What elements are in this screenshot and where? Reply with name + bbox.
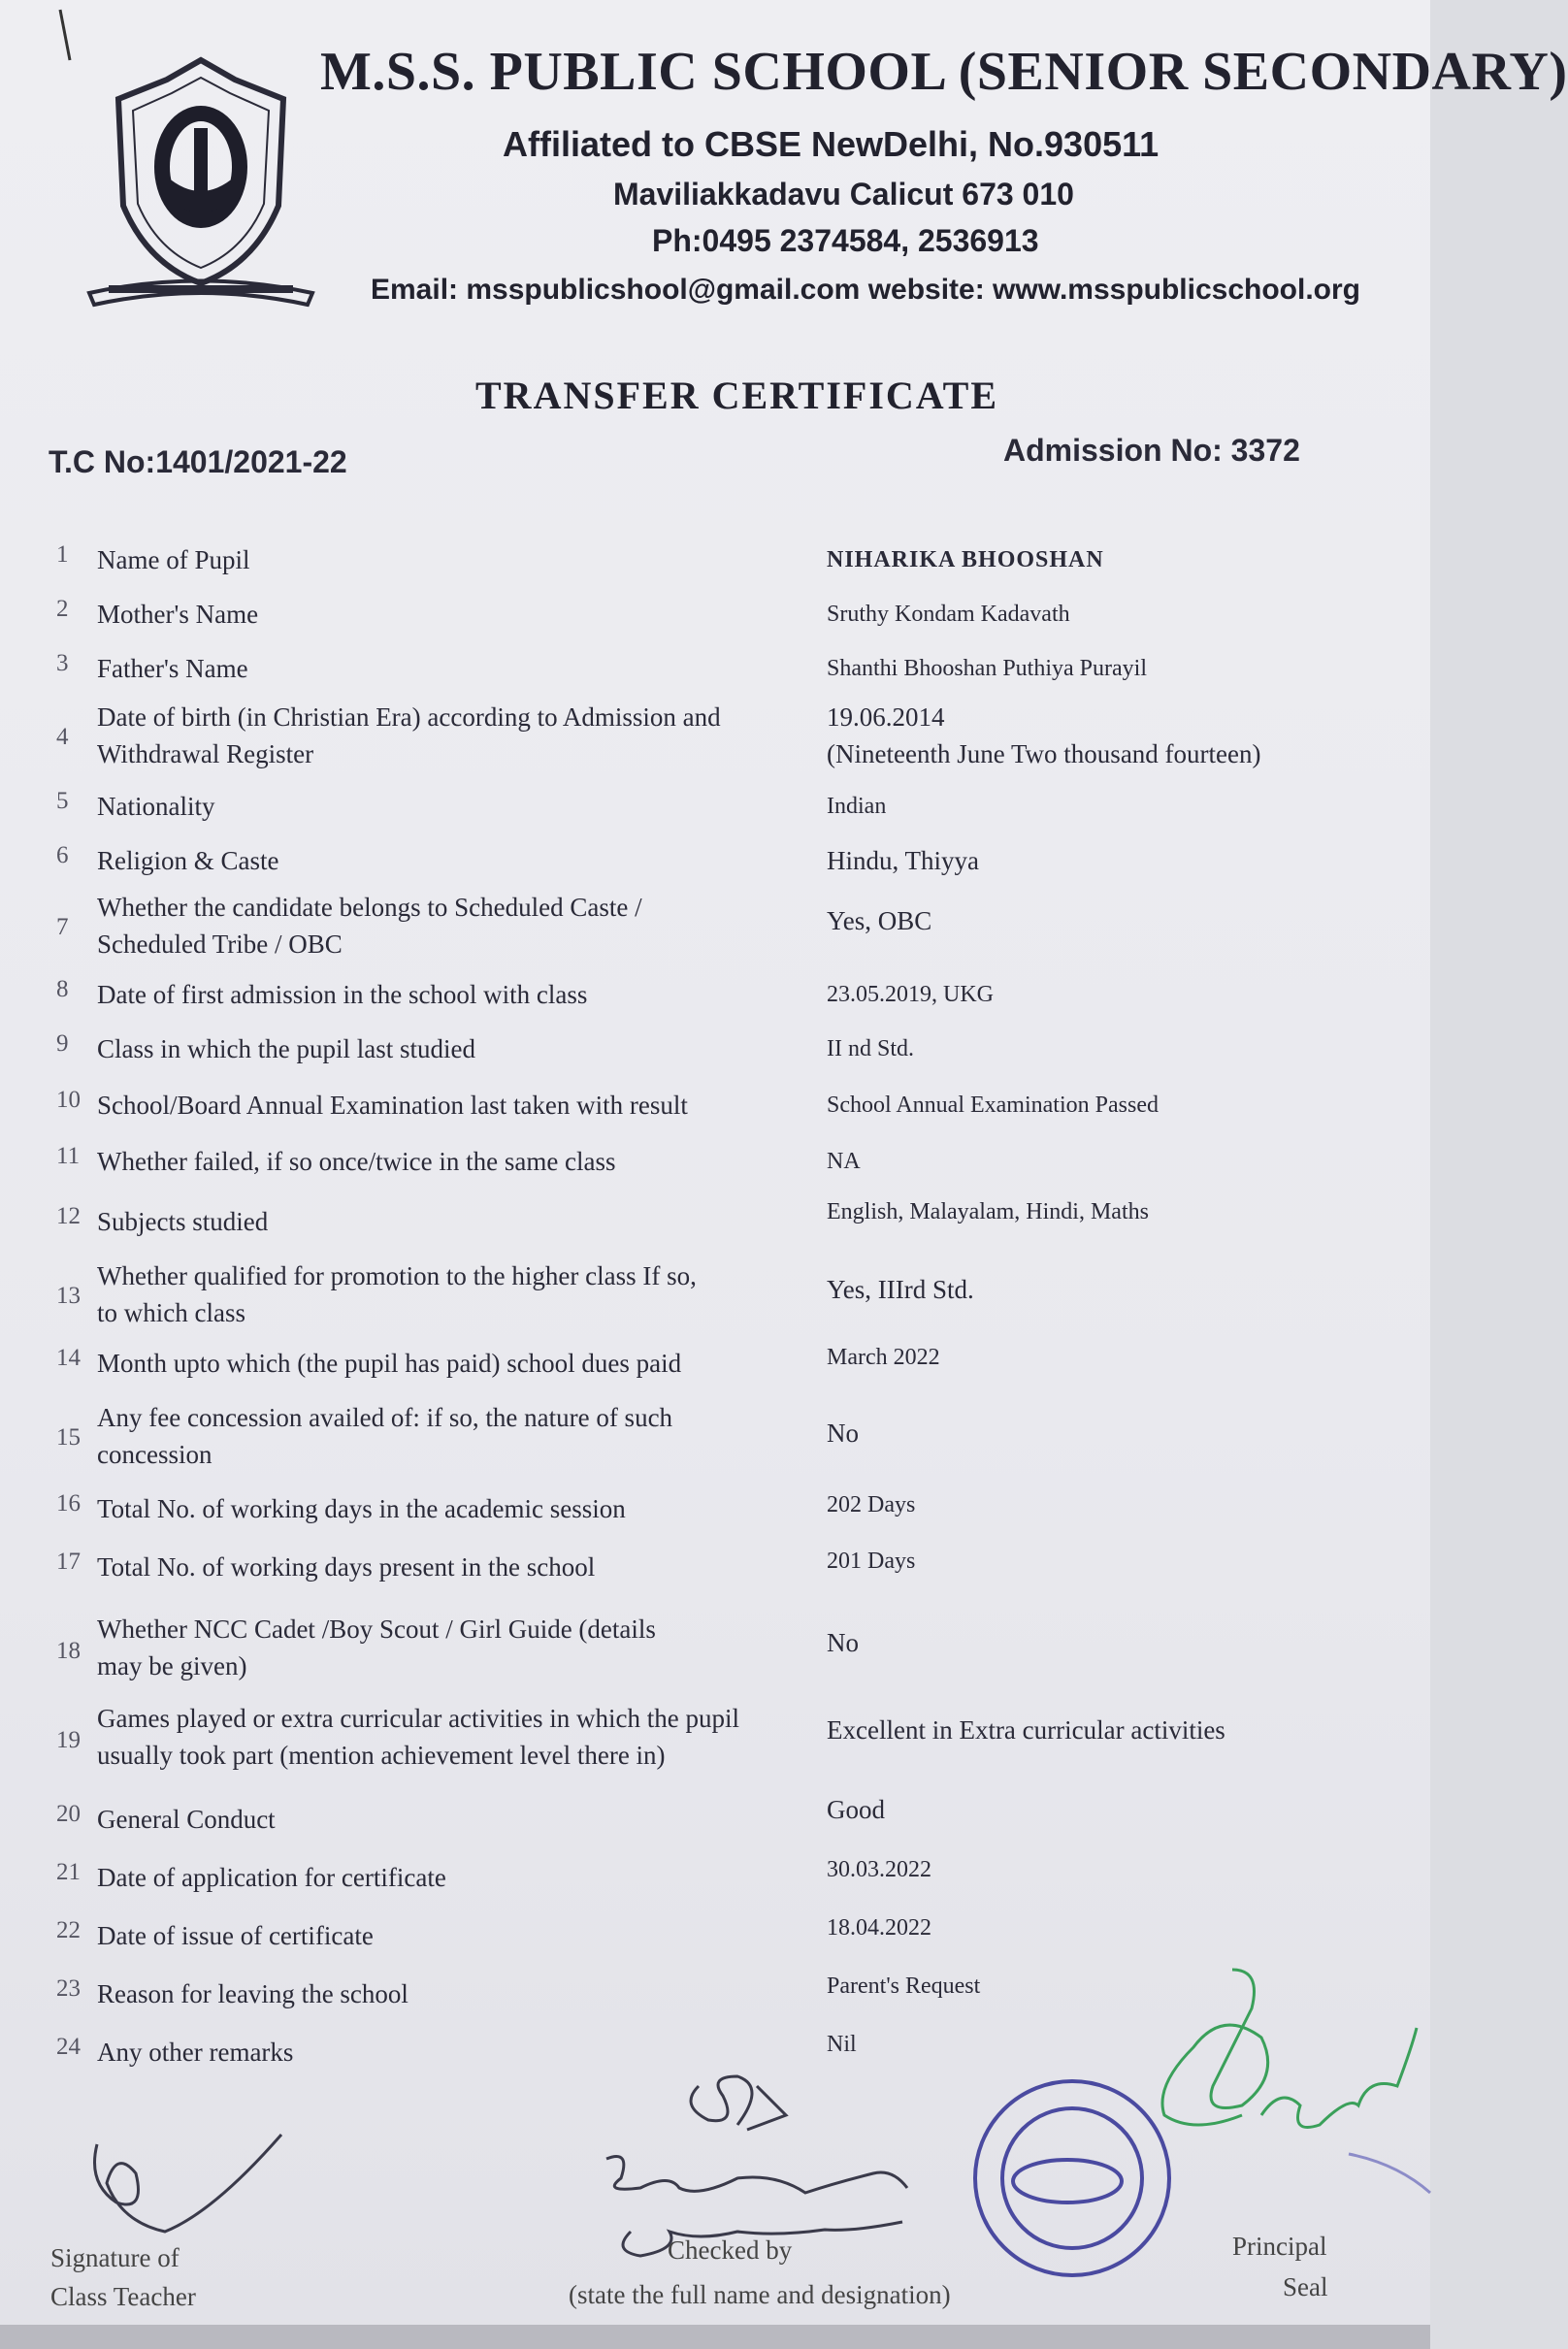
row-value: Yes, IIIrd Std. [827, 1275, 974, 1304]
row-label: Name of Pupil [97, 545, 250, 574]
row-number: 22 [56, 1917, 81, 1943]
row-number: 12 [56, 1203, 81, 1229]
row-value: March 2022 [827, 1345, 940, 1370]
affiliation-line: Affiliated to CBSE NewDelhi, No.930511 [503, 124, 1160, 164]
principal-signature [1162, 1970, 1417, 2128]
row-label: Date of birth (in Christian Era) according to Admission and Withdrawal Register [97, 702, 721, 768]
row-value: Hindu, Thiyya [827, 846, 979, 875]
row-value: No [827, 1419, 859, 1448]
school-name: M.S.S. PUBLIC SCHOOL (SENIOR SECONDARY) [320, 42, 1568, 102]
row-label: Whether qualified for promotion to the higher class If so, to which class [97, 1261, 697, 1327]
row-number: 8 [56, 976, 69, 1002]
address-line: Maviliakkadavu Calicut 673 010 [613, 177, 1074, 212]
row-label: Whether the candidate belongs to Scheduled Caste / Scheduled Tribe / OBC [97, 893, 642, 959]
row-value: School Annual Examination Passed [827, 1093, 1159, 1118]
row-value: 23.05.2019, UKG [827, 982, 994, 1007]
row-number: 4 [56, 724, 69, 750]
row-value: Indian [827, 794, 887, 819]
row-label: Total No. of working days in the academic session [97, 1494, 626, 1523]
row-label: Whether NCC Cadet /Boy Scout / Girl Guide (details may be given) [97, 1615, 656, 1680]
row-label: Games played or extra curricular activities in which the pupil usually took part (mention achievement level there in) [97, 1704, 740, 1770]
row-value: NA [827, 1149, 861, 1174]
row-number: 24 [56, 2034, 81, 2060]
row-number: 5 [56, 788, 69, 814]
office-superintendent-signature [606, 2076, 907, 2256]
dob-figures: 19.06.2014 [827, 702, 945, 732]
class-teacher-signature [95, 2135, 282, 2232]
row-label: Father's Name [97, 654, 248, 683]
row-number: 2 [56, 596, 69, 622]
row-value: Sruthy Kondam Kadavath [827, 602, 1070, 627]
tc-number: T.C No:1401/2021-22 [49, 444, 347, 479]
row-label: Religion & Caste [97, 846, 279, 875]
row-number: 17 [56, 1549, 81, 1575]
row-value: Good [827, 1795, 885, 1824]
row-number: 15 [56, 1424, 81, 1451]
checked-by-note: (state the full name and designation) [569, 2280, 951, 2309]
seal-label: Seal [1283, 2272, 1328, 2301]
row-number: 6 [56, 842, 69, 868]
phone-line: Ph:0495 2374584, 2536913 [652, 223, 1039, 258]
row-label: School/Board Annual Examination last taken with result [97, 1091, 688, 1120]
bottom-shadow-strip [0, 2325, 1430, 2349]
document-title: TRANSFER CERTIFICATE [475, 374, 999, 417]
row-number: 9 [56, 1030, 69, 1057]
row-number: 20 [56, 1801, 81, 1827]
row-number: 13 [56, 1283, 81, 1309]
row-number: 14 [56, 1345, 81, 1371]
row-value: NIHARIKA BHOOSHAN [827, 547, 1104, 572]
admission-number: Admission No: 3372 [1003, 433, 1300, 468]
row-value: Nil [827, 2032, 857, 2057]
row-number: 1 [56, 541, 69, 568]
row-value: 202 Days [827, 1492, 916, 1517]
row-value: English, Malayalam, Hindi, Maths [827, 1199, 1149, 1224]
class-teacher-label-line1: Signature of [50, 2243, 180, 2272]
row-label: Class in which the pupil last studied [97, 1034, 475, 1063]
row-value: Yes, OBC [827, 906, 932, 935]
pen-mark [60, 10, 70, 60]
row-label: Whether failed, if so once/twice in the same class [97, 1147, 616, 1176]
class-teacher-label-line2: Class Teacher [50, 2282, 196, 2311]
row-label: Nationality [97, 792, 215, 821]
row-label: Total No. of working days present in the school [97, 1552, 596, 1582]
row-label: Mother's Name [97, 600, 259, 629]
row-value: 201 Days [827, 1549, 916, 1574]
row-number: 7 [56, 914, 69, 940]
row-label: Subjects studied [97, 1207, 269, 1236]
row-number: 11 [56, 1143, 81, 1169]
row-value: 18.04.2022 [827, 1915, 931, 1941]
row-label: Any other remarks [97, 2038, 294, 2067]
principal-label: Principal [1232, 2232, 1327, 2261]
row-label: Date of first admission in the school with class [97, 980, 588, 1009]
row-value: Excellent in Extra curricular activities [827, 1715, 1225, 1745]
row-label: Date of application for certificate [97, 1863, 446, 1892]
row-number: 3 [56, 650, 69, 676]
second-seal-partial [1349, 2154, 1430, 2193]
row-value: No [827, 1628, 859, 1657]
row-number: 18 [56, 1638, 81, 1664]
checked-by-label: Checked by [668, 2235, 793, 2265]
row-label: General Conduct [97, 1805, 276, 1834]
email-website-line: Email: msspublicshool@gmail.com website: www.msspublicschool.org [371, 274, 1360, 306]
row-label: Reason for leaving the school [97, 1979, 408, 2008]
row-value: II nd Std. [827, 1036, 914, 1061]
row-label: Date of issue of certificate [97, 1921, 374, 1950]
row-number: 19 [56, 1727, 81, 1753]
row-label: Month upto which (the pupil has paid) school dues paid [97, 1349, 682, 1378]
row-number: 16 [56, 1490, 81, 1517]
row-value: 30.03.2022 [827, 1857, 931, 1882]
row-number: 10 [56, 1087, 81, 1113]
row-number: 21 [56, 1859, 81, 1885]
row-value: Shanthi Bhooshan Puthiya Purayil [827, 656, 1147, 681]
row-number: 23 [56, 1975, 81, 2002]
row-label: Any fee concession availed of: if so, the nature of such concession [97, 1403, 673, 1469]
row-value: Parent's Request [827, 1974, 981, 1999]
dob-words: (Nineteenth June Two thousand fourteen) [827, 739, 1261, 768]
school-seal-stamp [975, 2081, 1169, 2275]
